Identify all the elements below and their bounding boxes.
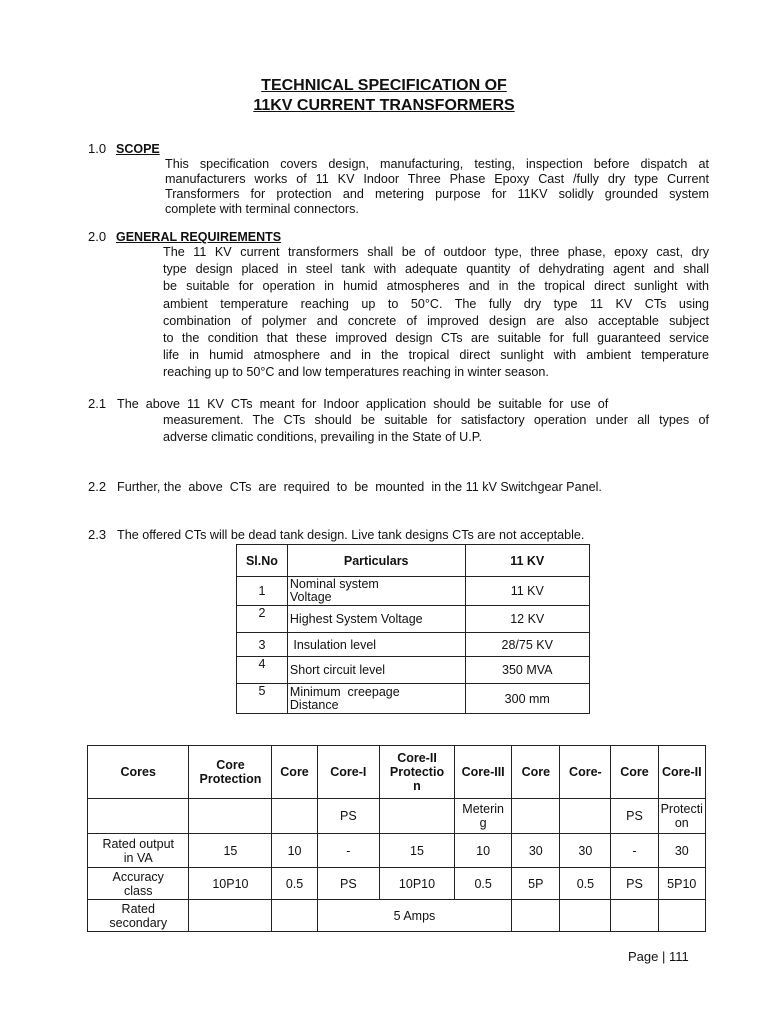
section-number: 2.0 [88,229,107,244]
table-row: Accuracy class 10P10 0.5 PS 10P10 0.5 5P 0.5 PS 5P10 [88,868,706,900]
ratings-table [236,544,590,714]
section-2-3-text: The offered CTs will be dead tank design. Live tank designs CTs are not acceptable. [117,528,585,542]
general-requirements-paragraph: The 11 KV current transformers shall be of outdoor type, three phase, epoxy cast, dry type design placed in steel tank with adequate quantity of dehydrating agent and shall be suitable for operation in humid atmospheres and in the tropical direct sunlight with ambient temperature reaching up to 50°C. The fully dry type 11 KV CTs using combination of polymer and concrete of improved design are also acceptable subject to the condition that these improved design CTs are suitable for full guaranteed service life in humid atmosphere and in the tropical direct sunlight with ambient temperature reaching up to 50°C and low temperatures reaching in winter season. [163,245,709,380]
section-number: 2.2 [88,479,107,494]
section-2-2-text: Further, the above CTs are required to be mounted in the 11 kV Switchgear Panel. [117,480,602,494]
table-row: Rated secondary 5 Amps [88,900,706,932]
table-header-row: Sl.No Particulars 11 KV [237,545,590,577]
section-heading-general-requirements: GENERAL REQUIREMENTS [116,230,282,244]
table-row: 3 Insulation level 28/75 KV [237,633,590,657]
doc-title-line2: 11KV CURRENT TRANSFORMERS [253,97,515,114]
table-row: 5 Minimum creepage Distance 300 mm [237,684,590,714]
table-row: Rated output in VA 15 10 - 15 10 30 30 - 30 [88,834,706,868]
doc-title-line1: TECHNICAL SPECIFICATION OF [261,77,507,94]
table-row: 2 Highest System Voltage 12 KV [237,606,590,633]
table-row: 1 Nominal system Voltage 11 KV [237,577,590,606]
scope-paragraph: This specification covers design, manufacturing, testing, inspection before dispatch at manufacturers works of 11 KV Indoor Three Phase Epoxy Cast /fully dry type Current Transformers for protection and metering purpose for 11KV solidly grounded system complete with terminal connectors. [165,157,709,216]
section-2-1-paragraph: measurement. The CTs should be suitable for satisfactory operation under all types of adverse climatic conditions, prevailing in the State of U.P. [163,413,709,444]
table-row: 4 Short circuit level 350 MVA [237,657,590,684]
page-number: Page | 111 [628,949,689,964]
section-number: 2.1 [88,396,107,411]
section-heading-scope: SCOPE [116,142,160,156]
cores-table [87,745,706,932]
section-number: 1.0 [88,141,107,156]
table-row: PS Meterin g PS Protecti on [88,799,706,834]
section-number: 2.3 [88,527,107,542]
section-2-1-first-line: The above 11 KV CTs meant for Indoor application should be suitable for use of [117,397,609,411]
table-header-row: Cores Core Protection Core Core-I Core-II Protectio n Core-III Core Core- Core Core-II [88,746,706,799]
